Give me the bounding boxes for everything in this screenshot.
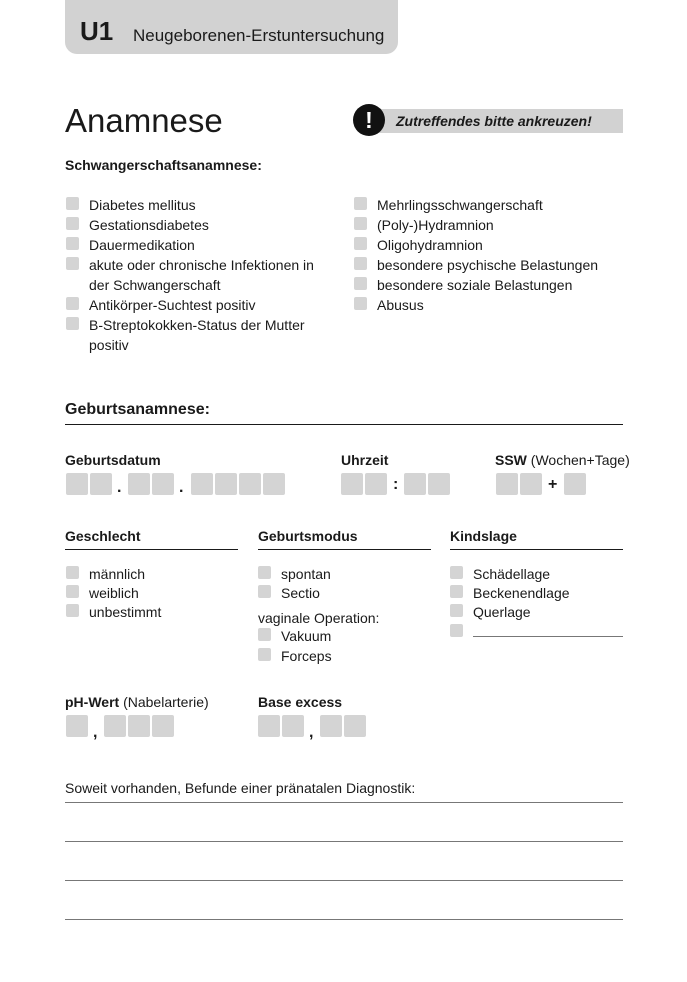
exclamation-icon: ! (353, 104, 385, 136)
label-cesarean: Sectio (281, 585, 320, 601)
checkbox-undetermined[interactable] (66, 604, 79, 617)
label-medication: Dauermedikation (89, 237, 195, 253)
label-polyhydramnion: (Poly-)Hydramnion (377, 217, 494, 233)
checkbox-abusus[interactable] (354, 297, 367, 310)
checkbox-multiple-pregnancy[interactable] (354, 197, 367, 210)
ph-label-text: pH-Wert (65, 694, 120, 710)
date-digit-box[interactable] (263, 473, 285, 495)
ssw-label (495, 452, 630, 468)
label-strep-b: B-Streptokokken-Status der Mutter (89, 317, 305, 333)
birth-section-title: Geburtsanamnese: (65, 401, 210, 418)
checkbox-spontaneous[interactable] (258, 566, 271, 579)
date-digit-box[interactable] (128, 473, 150, 495)
time-digit-box[interactable] (365, 473, 387, 495)
time-label: Uhrzeit (341, 452, 389, 468)
base-digit-box[interactable] (258, 715, 280, 737)
label-diabetes: Diabetes mellitus (89, 197, 196, 213)
ph-digit-box[interactable] (66, 715, 88, 737)
birth-date-label: Geburtsdatum (65, 452, 161, 468)
time-digit-box[interactable] (341, 473, 363, 495)
time-digit-box[interactable] (404, 473, 426, 495)
mode-title: Geburtsmodus (258, 528, 358, 544)
checkbox-gestational-diabetes[interactable] (66, 217, 79, 230)
divider (65, 424, 623, 425)
ssw-days-box[interactable] (564, 473, 586, 495)
checkbox-male[interactable] (66, 566, 79, 579)
date-digit-box[interactable] (66, 473, 88, 495)
label-gestational-diabetes: Gestationsdiabetes (89, 217, 209, 233)
date-digit-box[interactable] (191, 473, 213, 495)
date-digit-box[interactable] (90, 473, 112, 495)
notice-banner (353, 104, 623, 134)
label-multiple-pregnancy: Mehrlingsschwangerschaft (377, 197, 543, 213)
mode-divider (258, 549, 431, 550)
label-antibody-test: Antikörper-Suchtest positiv (89, 297, 256, 313)
position-title: Kindslage (450, 528, 517, 544)
ssw-label-text: SSW (495, 452, 527, 468)
label-forceps: Forceps (281, 648, 332, 664)
ph-digit-box[interactable] (128, 715, 150, 737)
label-oligohydramnion: Oligohydramnion (377, 237, 483, 253)
date-digit-box[interactable] (239, 473, 261, 495)
checkbox-polyhydramnion[interactable] (354, 217, 367, 230)
prenatal-line[interactable] (65, 880, 623, 881)
base-digit-box[interactable] (282, 715, 304, 737)
page-title: Anamnese (65, 102, 223, 139)
form-code: U1 (80, 16, 114, 46)
label-infections: akute oder chronische Infektionen in (89, 257, 314, 273)
checkbox-oligohydramnion[interactable] (354, 237, 367, 250)
checkbox-antibody-test[interactable] (66, 297, 79, 310)
label-strep-b-cont: positiv (89, 337, 129, 353)
label-undetermined: unbestimmt (89, 604, 162, 620)
checkbox-vacuum[interactable] (258, 628, 271, 641)
sex-title: Geschlecht (65, 528, 141, 544)
pregnancy-section-title: Schwangerschaftsanamnese: (65, 157, 262, 173)
date-separator: . (117, 479, 122, 496)
checkbox-cephalic[interactable] (450, 566, 463, 579)
label-female: weiblich (89, 585, 139, 601)
ph-digit-box[interactable] (104, 715, 126, 737)
label-breech: Beckenendlage (473, 585, 570, 601)
label-cephalic: Schädellage (473, 566, 551, 582)
label-social-stress: besondere soziale Belastungen (377, 277, 573, 293)
checkbox-medication[interactable] (66, 237, 79, 250)
base-comma: , (309, 724, 314, 741)
form-title: Neugeborenen-Erstuntersuchung (133, 26, 385, 45)
sex-divider (65, 549, 238, 550)
checkbox-breech[interactable] (450, 585, 463, 598)
time-digit-box[interactable] (428, 473, 450, 495)
checkbox-strep-b[interactable] (66, 317, 79, 330)
checkbox-cesarean[interactable] (258, 585, 271, 598)
label-spontaneous: spontan (281, 566, 331, 582)
label-abusus: Abusus (377, 297, 424, 313)
ssw-weeks-box[interactable] (496, 473, 518, 495)
ssw-plus: + (548, 476, 558, 493)
checkbox-transverse[interactable] (450, 604, 463, 617)
base-excess-label: Base excess (258, 694, 343, 710)
prenatal-line[interactable] (65, 841, 623, 842)
checkbox-female[interactable] (66, 585, 79, 598)
notice-text: Zutreffendes bitte ankreuzen! (396, 113, 592, 129)
date-separator: . (179, 479, 184, 496)
label-infections-cont: der Schwangerschaft (89, 277, 221, 293)
other-position-line[interactable] (473, 636, 623, 637)
checkbox-diabetes[interactable] (66, 197, 79, 210)
position-divider (450, 549, 623, 550)
ssw-hint: (Wochen+Tage) (530, 452, 630, 468)
ph-digit-box[interactable] (152, 715, 174, 737)
label-vaginal-operation: vaginale Operation: (258, 610, 380, 626)
label-psychic-stress: besondere psychische Belastungen (377, 257, 599, 273)
ph-comma: , (93, 724, 98, 741)
label-transverse: Querlage (473, 604, 531, 620)
label-vacuum: Vakuum (281, 628, 332, 644)
prenatal-label: Soweit vorhanden, Befunde einer pränatalen Diagnostik: (65, 780, 416, 796)
time-separator: : (393, 476, 399, 493)
label-male: männlich (89, 566, 146, 582)
prenatal-line[interactable] (65, 919, 623, 920)
ssw-weeks-box[interactable] (520, 473, 542, 495)
date-digit-box[interactable] (215, 473, 237, 495)
checkbox-psychic-stress[interactable] (354, 257, 367, 270)
ph-label (65, 694, 209, 710)
ph-hint: (Nabelarterie) (123, 694, 209, 710)
date-digit-box[interactable] (152, 473, 174, 495)
checkbox-forceps[interactable] (258, 648, 271, 661)
prenatal-line[interactable] (65, 802, 623, 803)
base-digit-box[interactable] (320, 715, 342, 737)
checkbox-infections[interactable] (66, 257, 79, 270)
checkbox-other-position[interactable] (450, 624, 463, 637)
checkbox-social-stress[interactable] (354, 277, 367, 290)
base-digit-box[interactable] (344, 715, 366, 737)
